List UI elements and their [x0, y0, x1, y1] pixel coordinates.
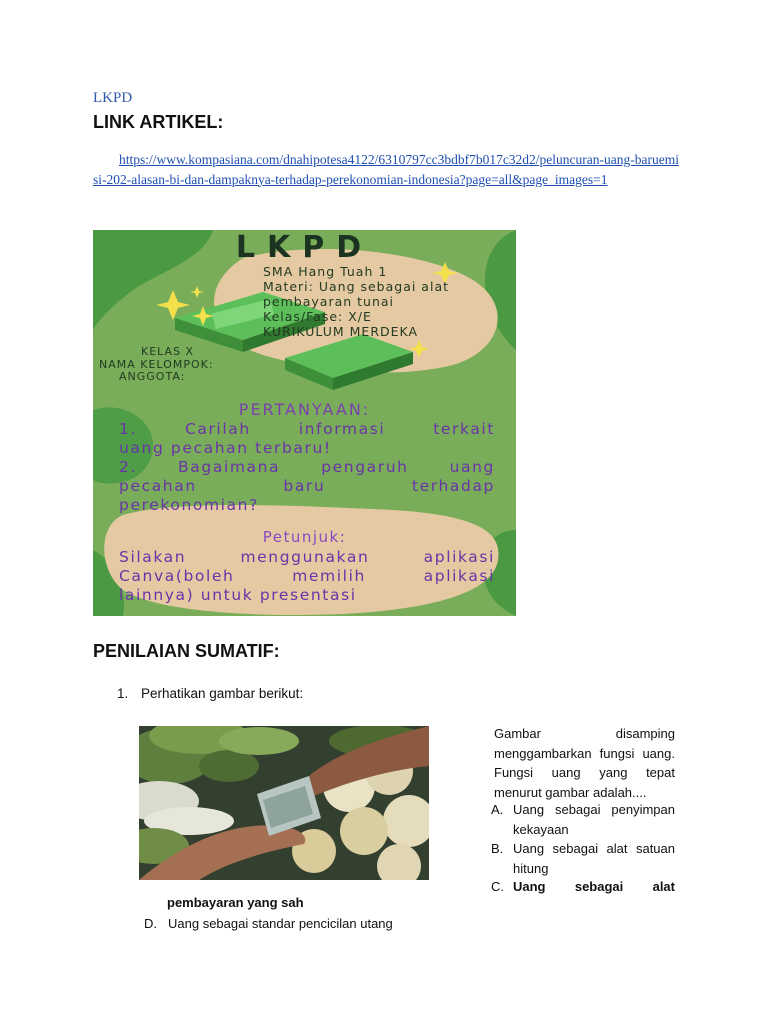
option-text: Uang sebagai standar pencicilan utang [168, 916, 393, 931]
poster-hint [119, 548, 495, 605]
option-text: Uang sebagai alat [513, 879, 675, 894]
poster-class-line: ANGGOTA: [119, 370, 186, 383]
poster-title: LKPD [235, 230, 374, 265]
poster-question-line: uang pecahan terbaru! [119, 439, 332, 457]
poster-question-line: 1. Carilah informasi terkait [119, 420, 495, 438]
poster-class-line: KELAS X [141, 345, 195, 358]
poster-info-line: KURIKULUM MERDEKA [263, 324, 419, 339]
question-number: 1. [117, 686, 129, 701]
option-text: Uang sebagai penyimpan kekayaan [513, 802, 675, 837]
option-letter: A. [491, 802, 504, 817]
poster-questions [119, 420, 495, 515]
poster-info-line: Materi: Uang sebagai alat [263, 279, 450, 294]
option-letter: C. [491, 879, 504, 894]
article-link[interactable]: https://www.kompasiana.com/dnahipotesa4122/6310797cc3bdbf7b017c32d2/peluncuran-uang-baruemisi-202-alasan-bi-dan-dampaknya-terhadap-perekonomian-indonesia?page=all&page_images=1 [93, 152, 679, 187]
option-text: Uang sebagai alat satuan hitung [513, 841, 675, 876]
poster-question-line: pecahan baru terhadap [119, 477, 495, 495]
poster-question-line: perekonomian? [119, 496, 259, 514]
poster-class-line: NAMA KELOMPOK: [99, 357, 214, 371]
poster-info-line: pembayaran tunai [263, 294, 395, 309]
link-heading: LINK ARTIKEL: [93, 112, 224, 132]
option-letter: B. [491, 841, 504, 856]
assessment-heading: PENILAIAN SUMATIF: [93, 641, 280, 661]
question-prompt: Perhatikan gambar berikut: [141, 686, 304, 701]
poster-info-line: SMA Hang Tuah 1 [263, 264, 388, 279]
poster-class-info [99, 346, 214, 384]
market-photo-illustration [139, 726, 429, 880]
poster-hint-line: Silakan menggunakan aplikasi [119, 548, 495, 566]
option-d[interactable] [144, 914, 544, 934]
poster-hint-line: Canva(boleh memilih aplikasi [119, 567, 495, 585]
poster-info-line: Kelas/Fase: X/E [263, 309, 372, 324]
option-a[interactable] [491, 800, 675, 840]
option-b[interactable] [491, 839, 675, 879]
poster-hint-heading: Petunjuk: [262, 528, 347, 546]
poster-question-line: 2. Bagaimana pengaruh uang [119, 458, 495, 476]
lkpd-poster [93, 230, 516, 616]
market-transaction-photo [139, 726, 429, 880]
option-letter: D. [144, 916, 157, 931]
poster-hint-line: lainnya) untuk presentasi [119, 586, 357, 604]
question-description: Gambar disamping menggambarkan fungsi uang. Fungsi uang yang tepat menurut gambar adalah.... [494, 726, 675, 800]
poster-info [263, 264, 449, 339]
option-c-continuation: pembayaran yang sah [167, 895, 304, 910]
option-c[interactable] [491, 877, 675, 897]
poster-questions-heading: PERTANYAAN: [238, 400, 371, 419]
document-label: LKPD [93, 90, 133, 106]
